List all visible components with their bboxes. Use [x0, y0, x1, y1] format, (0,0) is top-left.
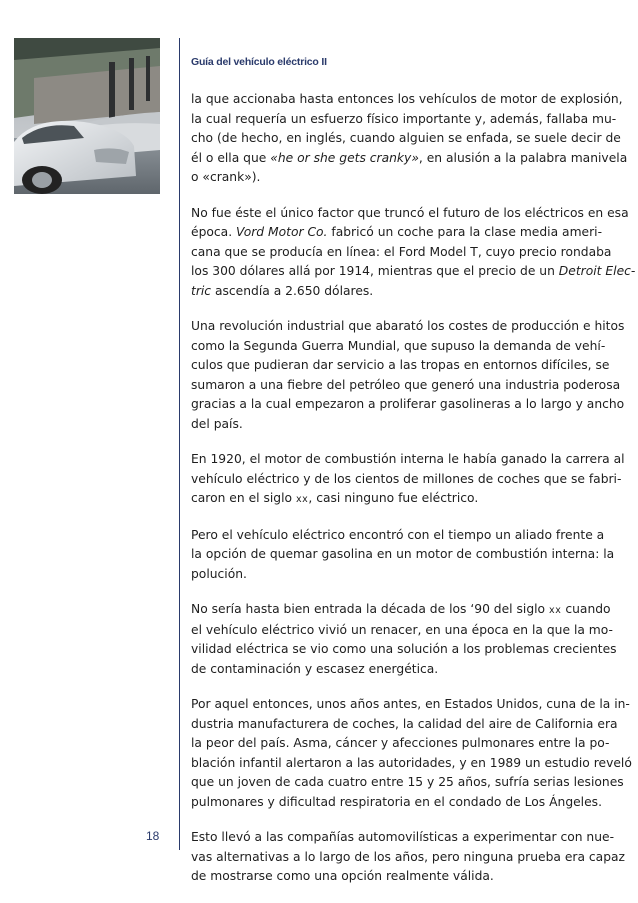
text-line: dustria manufacturera de coches, la calidad del aire de California era — [191, 716, 618, 731]
small-caps-text: xx — [549, 605, 562, 616]
text-line: la cual requería un esfuerzo físico importante y, además, fallaba mu- — [191, 111, 617, 126]
text-line: época. Vord Motor Co. fabricó un coche para la clase media ameri- — [191, 225, 603, 239]
text-line: No sería hasta bien entrada la década de los ‘90 del siglo xx cuando — [191, 602, 611, 616]
text-line: como la Segunda Guerra Mundial, que supuso la demanda de vehí- — [191, 338, 606, 353]
text-line: o «crank»). — [191, 170, 261, 184]
text-line: pulmonares y dificultad respiratoria en el condado de Los Ángeles. — [191, 794, 602, 809]
text-line: vas alternativas a lo largo de los años, pero ninguna prueba era capaz — [191, 849, 625, 864]
italic-text: Vord Motor Co. — [236, 225, 328, 239]
text-line: Esto llevó a las compañías automovilísticas a experimentar con nue- — [191, 830, 615, 844]
paragraph — [191, 828, 625, 887]
text-line: Por aquel entonces, unos años antes, en Estados Unidos, cuna de la in- — [191, 697, 630, 711]
text-line: él o ella que «he or she gets cranky», en alusión a la palabra manivela — [191, 150, 628, 165]
text-line: Pero el vehículo eléctrico encontró con el tiempo un aliado frente a — [191, 527, 605, 542]
text-line: la opción de quemar gasolina en un motor de combustión interna: la — [191, 547, 615, 561]
text-line: que un joven de cada cuatro entre 15 y 25 años, sufría serias lesiones — [191, 775, 624, 789]
paragraph — [191, 600, 617, 679]
paragraph — [191, 90, 628, 188]
text-line: Una revolución industrial que abarató los costes de producción e hitos — [191, 319, 625, 333]
body-text — [191, 90, 636, 903]
text-line: cana que se producía en línea: el Ford Model T, cuyo precio rondaba — [191, 244, 612, 259]
paragraph — [191, 526, 615, 585]
text-line: el vehículo eléctrico vivió un renacer, en una época en la que la mo- — [191, 622, 613, 637]
italic-text: Detroit Elec- — [558, 264, 636, 278]
page-number: 18 — [146, 829, 160, 843]
paragraph — [191, 317, 625, 434]
text-line: vehículo eléctrico y de los cientos de millones de coches que se fabri- — [191, 471, 622, 486]
text-line: la que accionaba hasta entonces los vehículos de motor de explosión, — [191, 92, 623, 106]
italic-text: tric — [191, 283, 212, 298]
text-line: culos que pudieran dar servicio a las tropas en entornos difíciles, se — [191, 358, 610, 372]
text-line: En 1920, el motor de combustión interna le había ganado la carrera al — [191, 452, 625, 466]
text-line: caron en el siglo xx, casi ninguno fue eléctrico. — [191, 491, 479, 505]
text-line: la peor del país. Asma, cáncer y afecciones pulmonares entre la po- — [191, 736, 610, 750]
text-line: blación infantil alertaron a las autoridades, y en 1989 un estudio reveló — [191, 755, 632, 770]
text-line: vilidad eléctrica se vio como una solución a los problemas crecientes — [191, 642, 617, 656]
paragraph — [191, 450, 625, 510]
paragraph — [191, 695, 632, 812]
margin-rule — [179, 38, 180, 850]
paragraph — [191, 204, 636, 302]
text-line: tric ascendía a 2.650 dólares. — [191, 283, 374, 298]
text-line: los 300 dólares allá por 1914, mientras que el precio de un Detroit Elec- — [191, 264, 636, 278]
text-line: de mostrarse como una opción realmente válida. — [191, 869, 494, 883]
running-header: Guía del vehículo eléctrico II — [191, 56, 327, 68]
text-line: gracias a la cual empezaron a proliferar gasolineras a lo largo y ancho — [191, 397, 625, 411]
text-line: del país. — [191, 416, 243, 431]
text-line: de contaminación y escasez energética. — [191, 661, 439, 676]
small-caps-text: xx — [295, 494, 309, 505]
text-line: cho (de hecho, en inglés, cuando alguien se enfada, se suele decir de — [191, 131, 621, 145]
text-line: sumaron a una fiebre del petróleo que generó una industria poderosa — [191, 377, 621, 392]
italic-text: «he or she gets cranky» — [270, 150, 419, 165]
electric-cars-photo — [14, 38, 160, 194]
text-line: polución. — [191, 566, 247, 581]
text-line: No fue éste el único factor que truncó el futuro de los eléctricos en esa — [191, 205, 629, 220]
